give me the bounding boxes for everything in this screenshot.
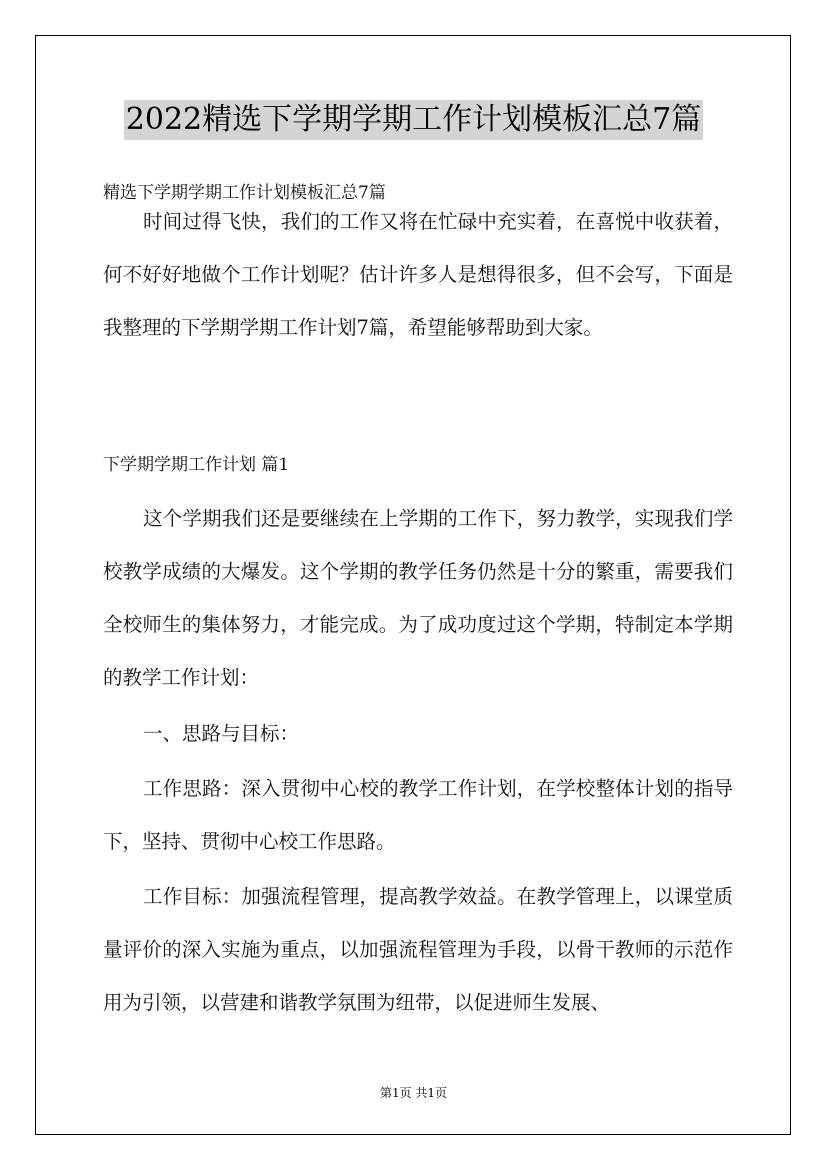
work-goal-paragraph: 工作目标：加强流程管理，提高教学效益。在教学管理上，以课堂质量评价的深入实施为重点，以加强流程管理为手段，以骨干教师的示范作用为引领，以营建和谐教学氛围为纽带，以促进师生发展、	[103, 885, 733, 1014]
title-container	[0, 100, 827, 140]
body-paragraph-1: 这个学期我们还是要继续在上学期的工作下，努力教学，实现我们学校教学成绩的大爆发。这个学期的教学任务仍然是十分的繁重，需要我们全校师生的集体努力，才能完成。为了成功度过这个学期，特制定本学期的教学工作计划：	[103, 507, 733, 689]
document-title: 2022精选下学期学期工作计划模板汇总7篇	[124, 100, 703, 140]
intro-paragraph: 时间过得飞快，我们的工作又将在忙碌中充实着，在喜悦中收获着，何不好好地做个工作计划呢？估计许多人是想得很多，但不会写，下面是我整理的下学期学期工作计划7篇，希望能够帮助到大家。	[103, 210, 733, 339]
work-idea-paragraph: 工作思路：深入贯彻中心校的教学工作计划，在学校整体计划的指导下，坚持、贯彻中心校工作思路。	[103, 777, 733, 853]
subtitle: 精选下学期学期工作计划模板汇总7篇	[103, 183, 386, 203]
point-1-heading: 一、思路与目标：	[143, 722, 300, 745]
section-heading: 下学期学期工作计划 篇1	[103, 455, 290, 475]
page-footer: 第1页 共1页	[379, 1086, 448, 1100]
